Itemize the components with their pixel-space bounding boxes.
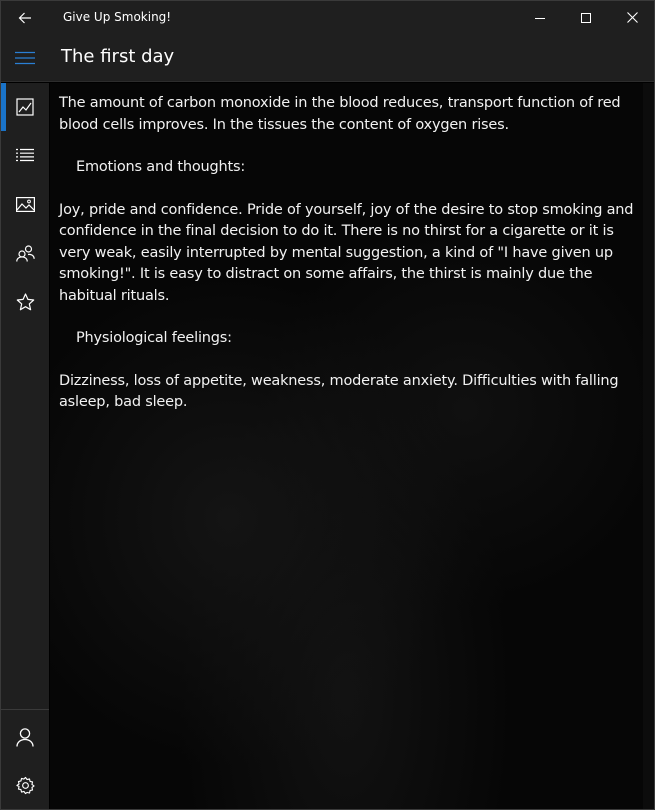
hamburger-menu-icon (15, 51, 35, 65)
minimize-icon (535, 13, 545, 23)
back-button[interactable] (1, 1, 49, 34)
scrollbar[interactable] (643, 83, 654, 809)
nav-item-people[interactable] (1, 229, 49, 277)
nav-selection-indicator (1, 83, 6, 131)
list-icon (16, 148, 34, 162)
nav-item-chart[interactable] (1, 83, 49, 131)
nav-item-settings[interactable] (1, 761, 49, 809)
minimize-button[interactable] (517, 1, 563, 34)
nav-item-favorites[interactable] (1, 278, 49, 326)
nav-item-image[interactable] (1, 180, 49, 228)
account-icon (16, 728, 34, 747)
physiological-heading: Physiological feelings: (76, 330, 232, 346)
emotions-paragraph: Joy, pride and confidence. Pride of yourself, joy of the desire to stop smoking and confidence in the final decision to do it. There is no thirst for a cigarette or it is very weak, easily interrupted by mental suggestion, a kind of "I have given up smoking!". It is easy to distract on some affairs, the thirst is mainly due the habitual rituals. (59, 201, 634, 304)
image-icon (16, 197, 35, 212)
page-header (1, 34, 654, 82)
nav-item-account[interactable] (1, 713, 49, 761)
star-icon (16, 293, 35, 311)
chart-icon (16, 98, 34, 116)
settings-icon (16, 776, 35, 795)
maximize-button[interactable] (563, 1, 609, 34)
emotions-heading: Emotions and thoughts: (76, 159, 246, 175)
back-arrow-icon (18, 12, 32, 24)
content-area (50, 83, 643, 809)
close-button[interactable] (609, 1, 655, 34)
close-icon (627, 12, 638, 23)
hamburger-menu-button[interactable] (1, 34, 49, 82)
nav-item-list[interactable] (1, 131, 49, 179)
intro-paragraph: The amount of carbon monoxide in the blood reduces, transport function of red blood cells improves. In the tissues the content of oxygen rises. (59, 95, 621, 133)
people-icon (16, 245, 35, 262)
window-title: Give Up Smoking! (63, 10, 172, 24)
maximize-icon (581, 13, 591, 23)
page-title: The first day (61, 46, 175, 67)
nav-rail (1, 83, 49, 809)
physiological-paragraph: Dizziness, loss of appetite, weakness, moderate anxiety. Difficulties with falling asleep, bad sleep. (59, 372, 619, 410)
title-bar (1, 1, 654, 34)
nav-divider (1, 709, 49, 710)
